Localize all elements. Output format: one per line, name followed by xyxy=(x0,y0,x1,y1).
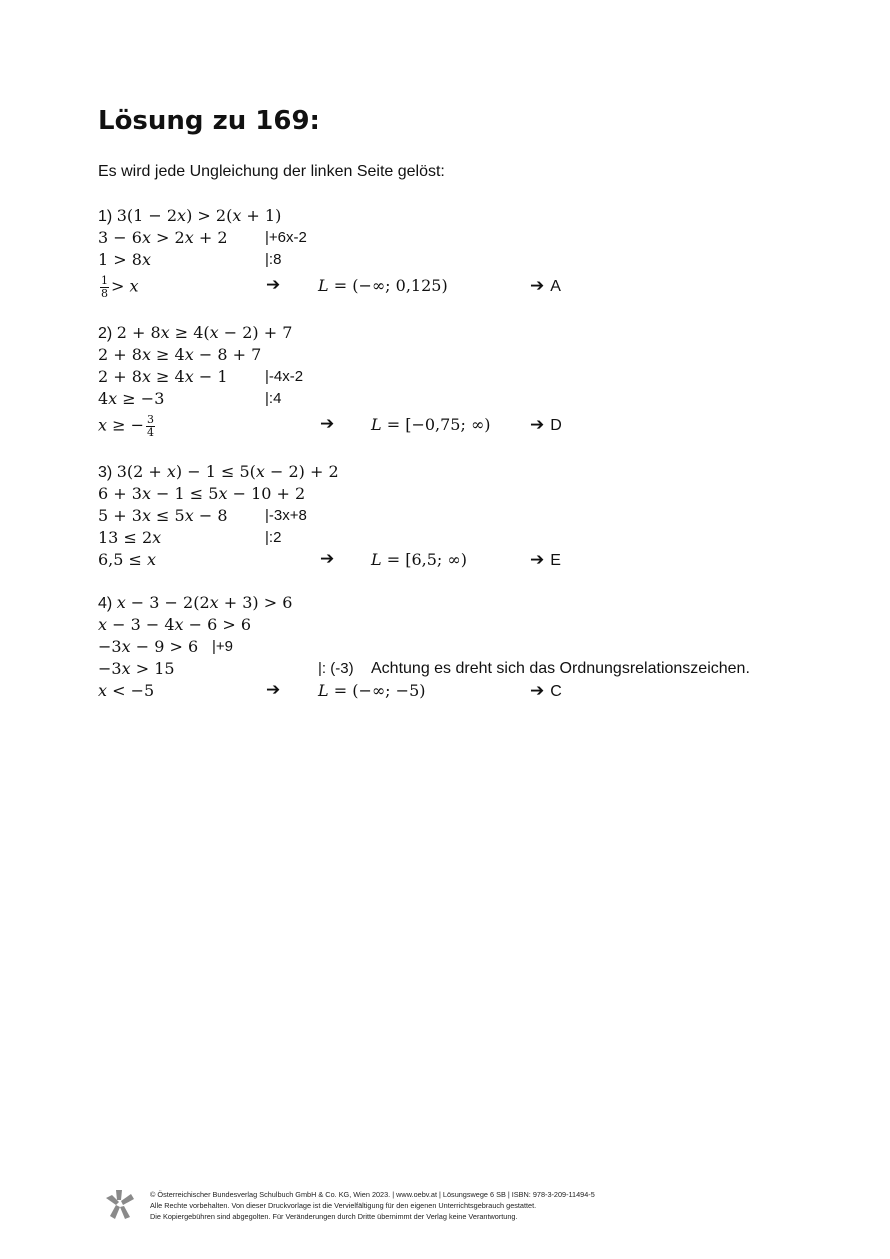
task-4-answer: ➔ C xyxy=(530,681,562,701)
footer xyxy=(150,1189,595,1222)
arrow-icon: ➔ xyxy=(320,549,335,569)
intro-text: Es wird jede Ungleichung der linken Seite gelöst: xyxy=(98,163,445,180)
task-2-line-1: 2) 2 + 8𝑥 ≥ 4(𝑥 − 2) + 7 xyxy=(98,323,293,342)
task-2-note-2: |:4 xyxy=(265,390,282,407)
fraction: $\frac{1}{8}$ xyxy=(101,274,108,300)
publisher-logo-icon xyxy=(104,1188,136,1220)
page-title: Lösung zu 169: xyxy=(98,106,320,136)
task-3-line-5: 6,5 ≤ 𝑥 xyxy=(98,550,157,569)
task-1-line-1: 1) 3(1 − 2𝑥) > 2(𝑥 + 1) xyxy=(98,206,282,225)
task-4-line-1: 4) 𝑥 − 3 − 2(2𝑥 + 3) > 6 xyxy=(98,593,293,612)
task-4-line-5: 𝑥 < −5 xyxy=(98,681,155,700)
arrow-icon: ➔ xyxy=(530,276,545,296)
arrow-icon: ➔ xyxy=(530,415,545,435)
task-3-line-4: 13 ≤ 2𝑥 xyxy=(98,528,162,547)
arrow-icon: ➔ xyxy=(266,680,281,700)
task-1-answer: ➔ A xyxy=(530,276,561,296)
task-3-solution: 𝐿 = [6,5; ∞) xyxy=(371,550,467,569)
task-2-line-2: 2 + 8𝑥 ≥ 4𝑥 − 8 + 7 xyxy=(98,345,262,364)
task-2-solution: 𝐿 = [−0,75; ∞) xyxy=(371,415,491,434)
task-3-line-2: 6 + 3𝑥 − 1 ≤ 5𝑥 − 10 + 2 xyxy=(98,484,306,503)
arrow-icon: ➔ xyxy=(266,275,281,295)
arrow-icon: ➔ xyxy=(320,414,335,434)
task-1-line-4: $\frac{1}{8}$ > 𝑥 xyxy=(101,274,139,300)
task-1-line-2: 3 − 6𝑥 > 2𝑥 + 2 xyxy=(98,228,228,247)
footer-line-3: Die Kopiergebühren sind abgegolten. Für Veränderungen durch Dritte übernimmt der Verlag keine Verantwortung. xyxy=(150,1212,518,1221)
task-2-line-3: 2 + 8𝑥 ≥ 4𝑥 − 1 xyxy=(98,367,228,386)
footer-line-2: Alle Rechte vorbehalten. Von dieser Druckvorlage ist die Vervielfältigung für den eigenen Unterrichtsgebrauch gestattet. xyxy=(150,1201,537,1210)
fraction: $\frac{3}{4}$ xyxy=(147,413,155,439)
task-1-solution: 𝐿 = (−∞; 0,125) xyxy=(318,276,448,295)
task-1-note-2: |:8 xyxy=(265,251,282,268)
footer-line-1: © Österreichischer Bundesverlag Schulbuch GmbH & Co. KG, Wien 2023. | www.oebv.at | Lösungswege 6 SB | ISBN: 978-3-209-11494-5 xyxy=(150,1190,595,1199)
task-4-line-4: −3𝑥 > 15 xyxy=(98,659,175,678)
arrow-icon: ➔ xyxy=(530,550,545,570)
task-2-line-5: 𝑥 ≥ − $\frac{3}{4}$ xyxy=(98,413,155,439)
task-2-answer: ➔ D xyxy=(530,415,562,435)
task-2-note-1: |-4x-2 xyxy=(265,368,304,385)
task-4-solution: 𝐿 = (−∞; −5) xyxy=(318,681,426,700)
arrow-icon: ➔ xyxy=(530,681,545,701)
task-3-answer: ➔ E xyxy=(530,550,561,570)
task-1-line-3: 1 > 8𝑥 xyxy=(98,250,151,269)
task-3-note-1: |-3x+8 xyxy=(265,507,307,524)
task-4-line-3: −3𝑥 − 9 > 6 xyxy=(98,637,199,656)
task-3-line-3: 5 + 3𝑥 ≤ 5𝑥 − 8 xyxy=(98,506,228,525)
task-4-note-1: |+9 xyxy=(212,638,233,655)
task-4-remark: Achtung es dreht sich das Ordnungsrelationszeichen. xyxy=(371,660,750,677)
task-2-line-4: 4𝑥 ≥ −3 xyxy=(98,389,165,408)
task-3-note-2: |:2 xyxy=(265,529,282,546)
task-3-line-1: 3) 3(2 + 𝑥) − 1 ≤ 5(𝑥 − 2) + 2 xyxy=(98,462,339,481)
task-4-line-2: 𝑥 − 3 − 4𝑥 − 6 > 6 xyxy=(98,615,252,634)
task-4-note-2: |: (-3) xyxy=(318,660,354,677)
task-1-note-1: |+6x-2 xyxy=(265,229,307,246)
